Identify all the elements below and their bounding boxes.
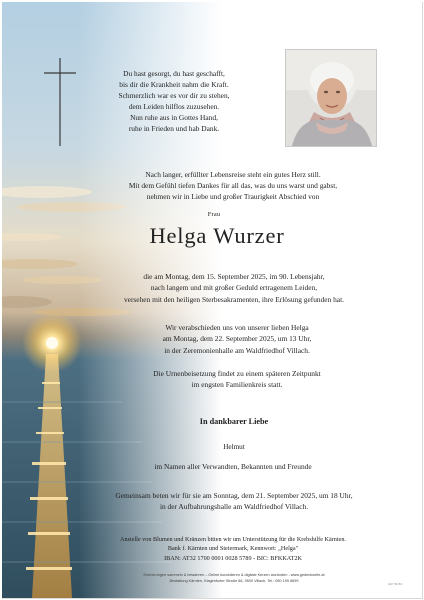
poem-line: bis dir die Krankheit nahm die Kraft.: [119, 79, 229, 89]
intro-line: Nach langer, erfüllter Lebensreise steht ein gutes Herz still.: [145, 170, 321, 179]
prayer-line: in der Aufbahrungshalle am Waldfriedhof Villach.: [159, 502, 309, 512]
intro-text: [90, 169, 376, 202]
donation-line: Bank f. Kärnten und Steiermark, Kennwort: „Helga": [167, 545, 299, 553]
farewell-line: am Montag, dem 22. September 2025, um 13 Uhr,: [162, 334, 312, 344]
urn-line: im engsten Familienkreis statt.: [191, 380, 283, 390]
urn-line: Die Urnenbeisetzung findet zu einem späteren Zeitpunkt: [153, 369, 321, 378]
poem-line: dem Leiden hilflos zuzusehen.: [128, 101, 220, 111]
print-code: G07 96 83: [388, 582, 403, 586]
portrait-photo: [285, 49, 377, 147]
intro-line: nehmen wir in Liebe und großer Traurigkeit Abschied von: [146, 192, 320, 201]
signer-name: Helmut: [223, 443, 245, 451]
relatives-note: im Namen aller Verwandten, Bekannten und Freunde: [154, 462, 312, 471]
footer-info: [102, 573, 366, 584]
poem-line: Schmerzlich war es vor dir zu stehen,: [118, 90, 230, 100]
prayer-info: [74, 490, 394, 513]
death-info: [74, 271, 394, 305]
footer-line: Bestattung Kärnten, Klagenfurter Straße 86, 9500 Villach, Tel.: 050 199 6699: [169, 578, 299, 583]
death-info-line: die am Montag, dem 15. September 2025, im 90. Lebensjahr,: [143, 272, 325, 281]
intro-line: Mit dem Gefühl tiefen Dankes für all das, was du uns warst und gabst,: [128, 181, 338, 190]
donation-line: IBAN: AT32 1700 0001 0028 5789 - BIC: BFKKAT2K: [164, 554, 302, 562]
obituary-card: [2, 2, 423, 599]
gratitude-heading: In dankbarer Liebe: [199, 417, 269, 426]
donation-line: Anstelle von Blumen und Kränzen bitten wir um Unterstützung für die Krebshilfe Kärnten.: [120, 536, 346, 543]
death-info-line: versehen mit den heiligen Sterbesakramenten, ihre Erlösung gefunden hat.: [123, 294, 344, 304]
poem-line: Du hast gesorgt, du hast geschafft,: [123, 69, 225, 78]
poem-line: Nun ruhe aus in Gottes Hand,: [130, 112, 218, 122]
farewell-line: in der Zeremonienhalle am Waldfriedhof Villach.: [164, 345, 310, 355]
prayer-line: Gemeinsam beten wir für sie am Sonntag, dem 21. September 2025, um 18 Uhr,: [115, 491, 353, 500]
farewell-info: [106, 322, 368, 356]
deceased-name: Helga Wurzer: [149, 223, 285, 248]
death-info-line: nach langem und mit großer Geduld ertragenem Leiden,: [150, 283, 318, 293]
poem: [66, 69, 282, 134]
salutation: Frau: [207, 211, 221, 218]
donation-note: [80, 535, 386, 563]
footer-line: Erinnerungen sammeln & bewahren – Online kondolieren & digitale Kerzen anzünden - www.gedenkseite.at: [143, 573, 325, 577]
poem-line: ruhe in Frieden und hab Dank.: [128, 123, 220, 133]
farewell-line: Wir verabschieden uns von unserer lieben Helga: [165, 323, 309, 332]
urn-burial-info: [106, 368, 368, 391]
